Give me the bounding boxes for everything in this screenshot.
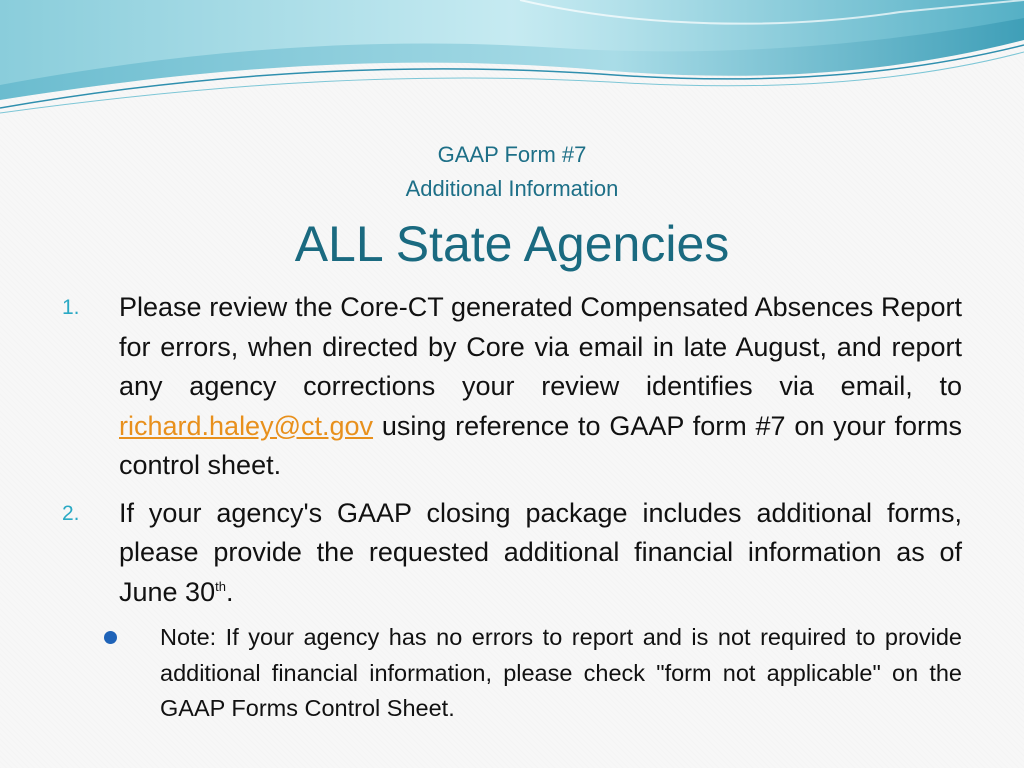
list-number: 2. — [62, 501, 80, 525]
superscript: th — [215, 578, 226, 594]
note-text: Note: If your agency has no errors to report and is not required to provide additional financial information, please check "form not applicable" on the GAAP Forms Control Sheet. — [160, 624, 962, 721]
email-link[interactable]: richard.haley@ct.gov — [119, 410, 374, 441]
list-item — [60, 494, 962, 613]
list-item — [60, 288, 962, 486]
header-wave-decoration — [0, 0, 1024, 120]
form-subtitle: GAAP Form #7 — [437, 142, 587, 167]
item-text: Please review the Core-CT generated Compensated Absences Report for errors, when directed by Core via email in late August, and report any agency corrections your review identifies via email, to — [119, 292, 962, 401]
item-text-continued: . — [225, 576, 234, 607]
note-item — [60, 620, 962, 727]
title-block — [0, 138, 1024, 276]
slide-content — [60, 288, 962, 727]
bullet-icon — [104, 631, 117, 644]
item-text: If your agency's GAAP closing package includes additional forms, please provide the requested additional financial information as of June 30 — [119, 497, 962, 607]
item-text-continued: using reference to GAAP form #7 on your forms control sheet. — [119, 410, 962, 480]
list-number: 1. — [62, 296, 80, 319]
slide-title: ALL State Agencies — [294, 216, 730, 272]
form-subtitle-secondary: Additional Information — [405, 176, 619, 201]
